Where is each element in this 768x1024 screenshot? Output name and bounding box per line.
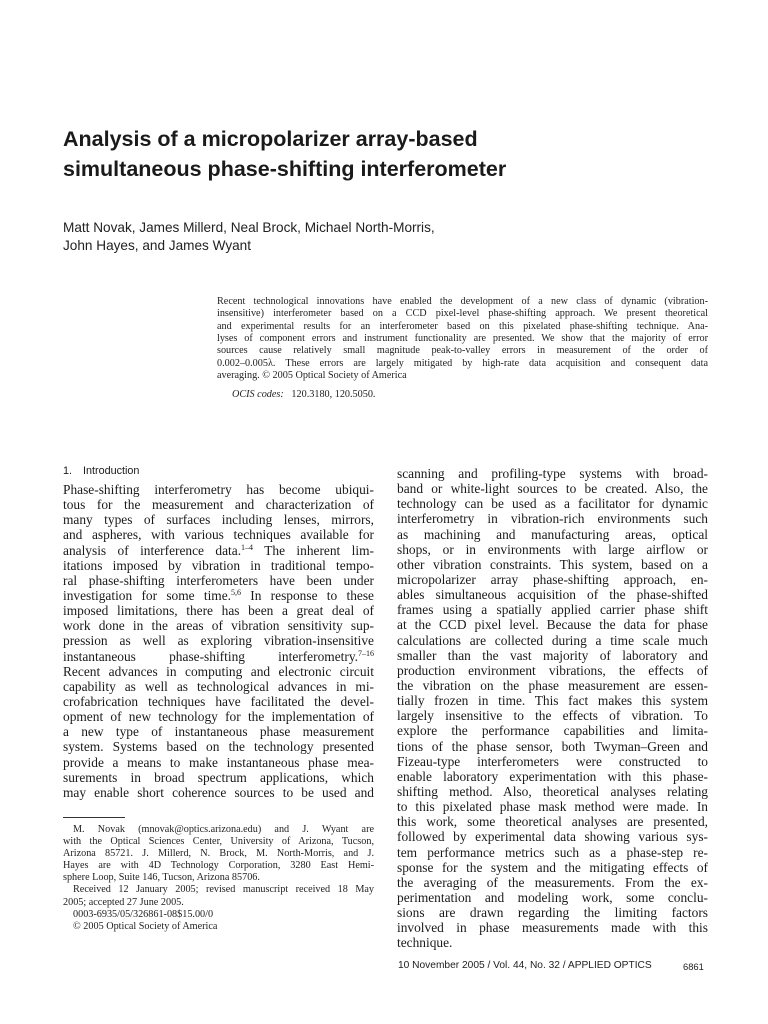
body-line: at the CCD pixel level. Because the data for phase xyxy=(397,617,708,633)
body-line: crofabrication techniques have facilitated the devel- xyxy=(63,693,374,709)
body-line: followed by experimental data showing various sys- xyxy=(397,829,708,845)
footnote-line: Arizona 85721. J. Millerd, N. Brock, M. North-Morris, and J. xyxy=(63,848,374,860)
body-line: technique. xyxy=(397,935,453,951)
body-line: frames using a spatially applied carrier phase shift xyxy=(397,602,708,618)
footnote-line: 2005; accepted 27 June 2005. xyxy=(63,896,184,908)
footnote-line: © 2005 Optical Society of America xyxy=(73,920,218,932)
body-line: tions of the phase sensor, both Twyman–Green and xyxy=(397,738,708,754)
body-line: ral phase-shifting interferometers have been under xyxy=(63,572,374,588)
body-line xyxy=(63,588,374,603)
body-line: Fizeau-type interferometers were constructed to xyxy=(397,753,708,769)
abstract-line: lyses of component errors and instrument functionality are presented. We show that the majority of error xyxy=(217,333,708,345)
abstract-line: and experimental results for an interferometer based on this pixelated phase-shifting technique. Ana- xyxy=(217,320,708,332)
paper-title xyxy=(63,124,663,184)
page-number: 6861 xyxy=(683,961,704,972)
body-line: band or white-light sources to be created. Also, the xyxy=(397,481,708,497)
footnote-line: with the Optical Sciences Center, University of Arizona, Tucson, xyxy=(63,836,374,848)
body-line: as machining and manufacturing areas, optical xyxy=(397,526,708,542)
body-line: Recent advances in computing and electronic circuit xyxy=(63,663,374,679)
reference-superscript: 7–16 xyxy=(358,648,374,658)
footnote-line: Received 12 January 2005; revised manuscript received 18 May xyxy=(73,884,374,896)
section-heading xyxy=(63,465,139,477)
body-text: investigation for some time. xyxy=(63,587,231,603)
body-line: opment of new technology for the implementation of xyxy=(63,709,374,725)
body-line: may enable short coherence sources to be used and xyxy=(63,784,374,800)
body-line: interferometry in vibration-rich environments such xyxy=(397,511,708,527)
body-line: surements in broad spectrum applications, which xyxy=(63,769,374,785)
body-line: many types of surfaces including lenses, mirrors, xyxy=(63,512,374,528)
footnote-line: sphere Loop, Suite 146, Tucson, Arizona 85706. xyxy=(63,872,260,884)
body-line: the vibration on the phase measurement are essen- xyxy=(397,677,708,693)
body-line: work done in the areas of vibration sensitivity sup- xyxy=(63,618,374,634)
abstract xyxy=(217,296,708,382)
body-line: ables simultaneous acquisition of the phase-shifted xyxy=(397,587,708,603)
author-line: John Hayes, and James Wyant xyxy=(63,238,252,253)
body-line: sions are drawn regarding the limiting factors xyxy=(397,905,708,921)
body-line: largely insensitive to the effects of vibration. To xyxy=(397,708,708,724)
body-line: and aspheres, with various techniques available for xyxy=(63,527,374,543)
ocis-code-values: 120.3180, 120.5050. xyxy=(291,389,376,400)
author-affiliation-footnote xyxy=(63,824,374,933)
body-line xyxy=(63,543,374,558)
body-line: itations imposed by vibration in traditional tempo- xyxy=(63,557,374,573)
body-line: calculations are collected during a time scale much xyxy=(397,632,708,648)
body-line: system. Systems based on the technology presented xyxy=(63,739,374,755)
body-line: a new type of instantaneous phase measurement xyxy=(63,724,374,740)
body-line: pression as well as exploring vibration-insensitive xyxy=(63,633,374,649)
body-line: tem performance metrics such as a phase-step re- xyxy=(397,844,708,860)
reference-superscript: 5,6 xyxy=(231,587,241,597)
body-line: involved in phase measurements made with this xyxy=(397,920,708,936)
body-line: scanning and profiling-type systems with broad- xyxy=(397,466,708,481)
section-number: 1. xyxy=(63,465,73,477)
title-line: Analysis of a micropolarizer array-based xyxy=(63,127,478,151)
body-line xyxy=(63,649,374,664)
abstract-line: insensitive) interferometer based on a CCD pixel-level phase-shifting approach. We present theoretical xyxy=(217,308,708,320)
body-text: The inherent lim- xyxy=(253,542,374,558)
abstract-line: averaging. © 2005 Optical Society of America xyxy=(217,370,407,382)
abstract-line: sources cause relatively small magnitude peak-to-valley errors in measurement of the order of xyxy=(217,345,708,357)
body-line: micropolarizer array phase-shifting approach, en- xyxy=(397,571,708,587)
body-line: perimentation and modeling work, some conclu- xyxy=(397,889,708,905)
author-list xyxy=(63,219,663,255)
body-line: tous for the measurement and characterization of xyxy=(63,497,374,513)
footnote-line: 0003-6935/05/326861-08$15.00/0 xyxy=(73,908,214,920)
body-line: production environment vibrations, the effects of xyxy=(397,662,708,678)
footnote-line: Hayes are with 4D Technology Corporation, 3280 East Hemi- xyxy=(63,860,374,872)
body-column-left xyxy=(63,482,374,800)
body-line: provide a means to make instantaneous phase mea- xyxy=(63,754,374,770)
section-title: Introduction xyxy=(83,465,140,477)
body-line: technology can be used as a facilitator for dynamic xyxy=(397,496,708,512)
body-text: In response to these xyxy=(241,587,374,603)
body-line: other vibration constraints. This system, based on a xyxy=(397,556,708,572)
ocis-codes xyxy=(232,389,375,401)
body-text: instantaneous phase-shifting interferometry. xyxy=(63,648,358,664)
title-line: simultaneous phase-shifting interferometer xyxy=(63,157,507,181)
body-line: to this pixelated phase mask method were made. In xyxy=(397,799,708,815)
body-line: shifting method. Also, theoretical analyses relating xyxy=(397,783,708,799)
body-column-right xyxy=(397,466,708,951)
body-line: the averaging of the measurements. From the ex- xyxy=(397,874,708,890)
abstract-line: Recent technological innovations have enabled the development of a new class of dynamic (vibration- xyxy=(217,296,708,307)
body-line: explore the performance capabilities and limita- xyxy=(397,723,708,739)
footnote-line: M. Novak (mnovak@optics.arizona.edu) and J. Wyant are xyxy=(73,824,374,835)
reference-superscript: 1–4 xyxy=(241,542,254,552)
body-line: sponse for the system and the mitigating effects of xyxy=(397,859,708,875)
body-line: imposed limitations, there has been a great deal of xyxy=(63,603,374,619)
body-text: analysis of interference data. xyxy=(63,542,242,558)
body-line: capability as well as technological advances in mi- xyxy=(63,678,374,694)
abstract-line: 0.002–0.005λ. These errors are largely mitigated by high-rate data acquisition and consequent data xyxy=(217,357,708,369)
body-line: this work, some theoretical analyses are presented, xyxy=(397,814,708,830)
body-line: enable laboratory experimentation with this phase- xyxy=(397,768,708,784)
running-footer: 10 November 2005 / Vol. 44, No. 32 / APPLIED OPTICS xyxy=(398,960,652,971)
body-line: Phase-shifting interferometry has become ubiqui- xyxy=(63,482,374,497)
ocis-label: OCIS codes: xyxy=(232,389,284,400)
footnote-divider xyxy=(63,817,125,818)
author-line: Matt Novak, James Millerd, Neal Brock, Michael North-Morris, xyxy=(63,220,435,235)
body-line: tially frozen in time. This fact makes this system xyxy=(397,693,708,709)
body-line: shops, or in environments with large airflow or xyxy=(397,541,708,557)
body-line: smaller than the vast majority of laboratory and xyxy=(397,647,708,663)
